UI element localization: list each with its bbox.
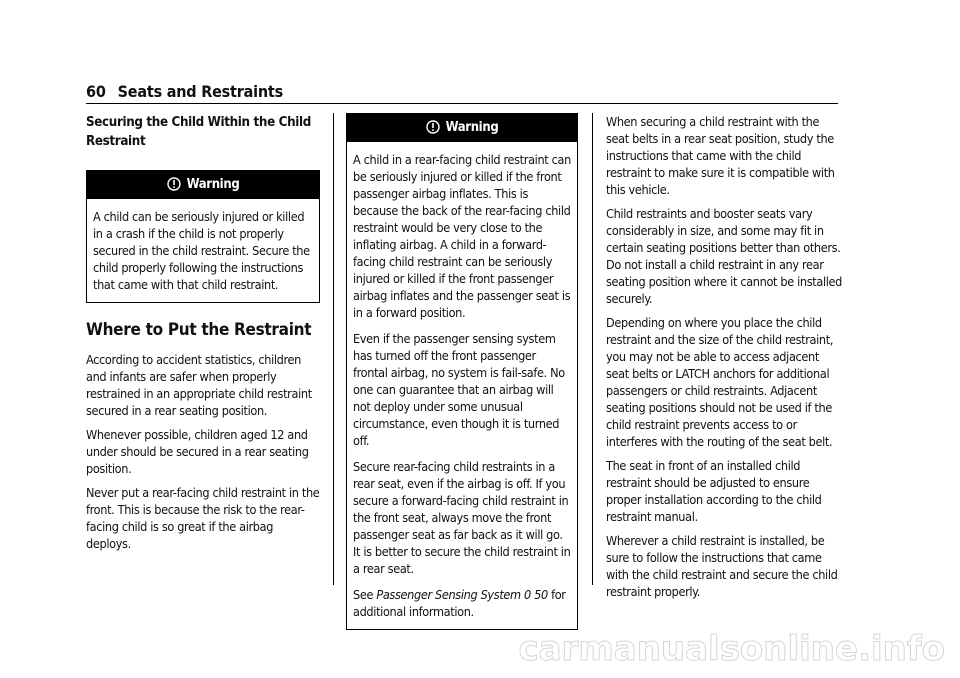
warning-icon — [167, 177, 181, 191]
chapter-title: Seats and Restraints — [117, 82, 283, 101]
warning-label: Warning — [186, 177, 240, 192]
paragraph: The seat in front of an installed child restraint should be adjusted to ensure proper installation according to the child restraint manual. — [606, 458, 822, 524]
paragraph: Never put a rear-facing child restraint in the front. This is because the risk to the rear-facing child is so great if the airbag deploys. — [86, 485, 320, 551]
warning-header — [87, 171, 319, 199]
warning-paragraph: A child in a rear-facing child restraint can be seriously injured or killed if the front passenger airbag inflates. This is because the back of the rear-facing child restraint would be very close to the inflating airbag. A child in a forward-facing child restraint can be seriously injured or killed if the front passenger airbag inflates and the passenger seat is in a forward position. — [353, 152, 571, 320]
warning-text: A child can be seriously injured or killed in a crash if the child is not properly secured in the child restraint. Secure the child properly following the instructions that came with that child restraint. — [93, 209, 310, 292]
cross-reference-page[interactable]: 50 — [534, 587, 548, 602]
section-heading: Where to Put the Restraint — [86, 320, 312, 340]
see-word: See — [353, 587, 374, 602]
cross-reference-link[interactable]: Passenger Sensing System — [376, 587, 521, 602]
page-ref-arrow-icon: 0 — [523, 587, 531, 602]
paragraph: According to accident statistics, children and infants are safer when properly restrained in an appropriate child restraint secured in a rear seating position. — [86, 352, 312, 418]
warning-body — [347, 142, 577, 629]
warning-body — [87, 199, 319, 302]
warning-paragraph-see-also — [353, 586, 571, 620]
warning-paragraph: Secure rear-facing child restraints in a rear seat, even if the airbag is off. If you secure a forward-facing child restraint in the front seat, always move the front passenger seat as far back as it will go. It is better to secure the child restraint in a rear seat. — [353, 459, 571, 576]
see-tail: for additional information. — [353, 587, 566, 619]
page-header — [86, 82, 283, 101]
warning-box-2 — [346, 113, 578, 630]
column-3 — [606, 113, 842, 607]
watermark-text: carmanualsonline.info — [518, 629, 945, 669]
paragraph: Wherever a child restraint is installed, be sure to follow the instructions that came with the child restraint and secure the child restraint properly. — [606, 533, 838, 599]
column-divider — [333, 113, 334, 585]
column-2 — [346, 113, 578, 646]
warning-icon — [426, 120, 440, 134]
paragraph: When securing a child restraint with the seat belts in a rear seat position, study the instructions that came with the child restraint to make sure it is compatible with this vehicle. — [606, 114, 835, 197]
warning-box-1 — [86, 170, 320, 303]
subsection-heading: Securing the Child Within the Child Restraint — [86, 115, 311, 149]
header-rule — [86, 103, 838, 104]
paragraph: Child restraints and booster seats vary considerably in size, and some may fit in certain seating positions better than others. Do not install a child restraint in any rear seating position where it cannot be installed securely. — [606, 206, 843, 306]
paragraph: Whenever possible, children aged 12 and under should be secured in a rear seating position. — [86, 427, 309, 476]
warning-paragraph: Even if the passenger sensing system has turned off the front passenger frontal airbag, no system is fail-safe. No one can guarantee that an airbag will not deploy under some unusual circumstance, even though it is turned off. — [353, 331, 565, 448]
column-1 — [86, 113, 320, 559]
paragraph: Depending on where you place the child restraint and the size of the child restraint, you may not be able to access adjacent seat belts or LATCH anchors for additional passengers or child restraints. Adjacent seating positions should not be used if the child restraint prevents access to or interferes with the routing of the seat belt. — [606, 315, 834, 449]
warning-label: Warning — [445, 120, 499, 135]
column-divider — [592, 113, 593, 585]
warning-header — [347, 114, 577, 142]
page-number: 60 — [86, 82, 106, 101]
